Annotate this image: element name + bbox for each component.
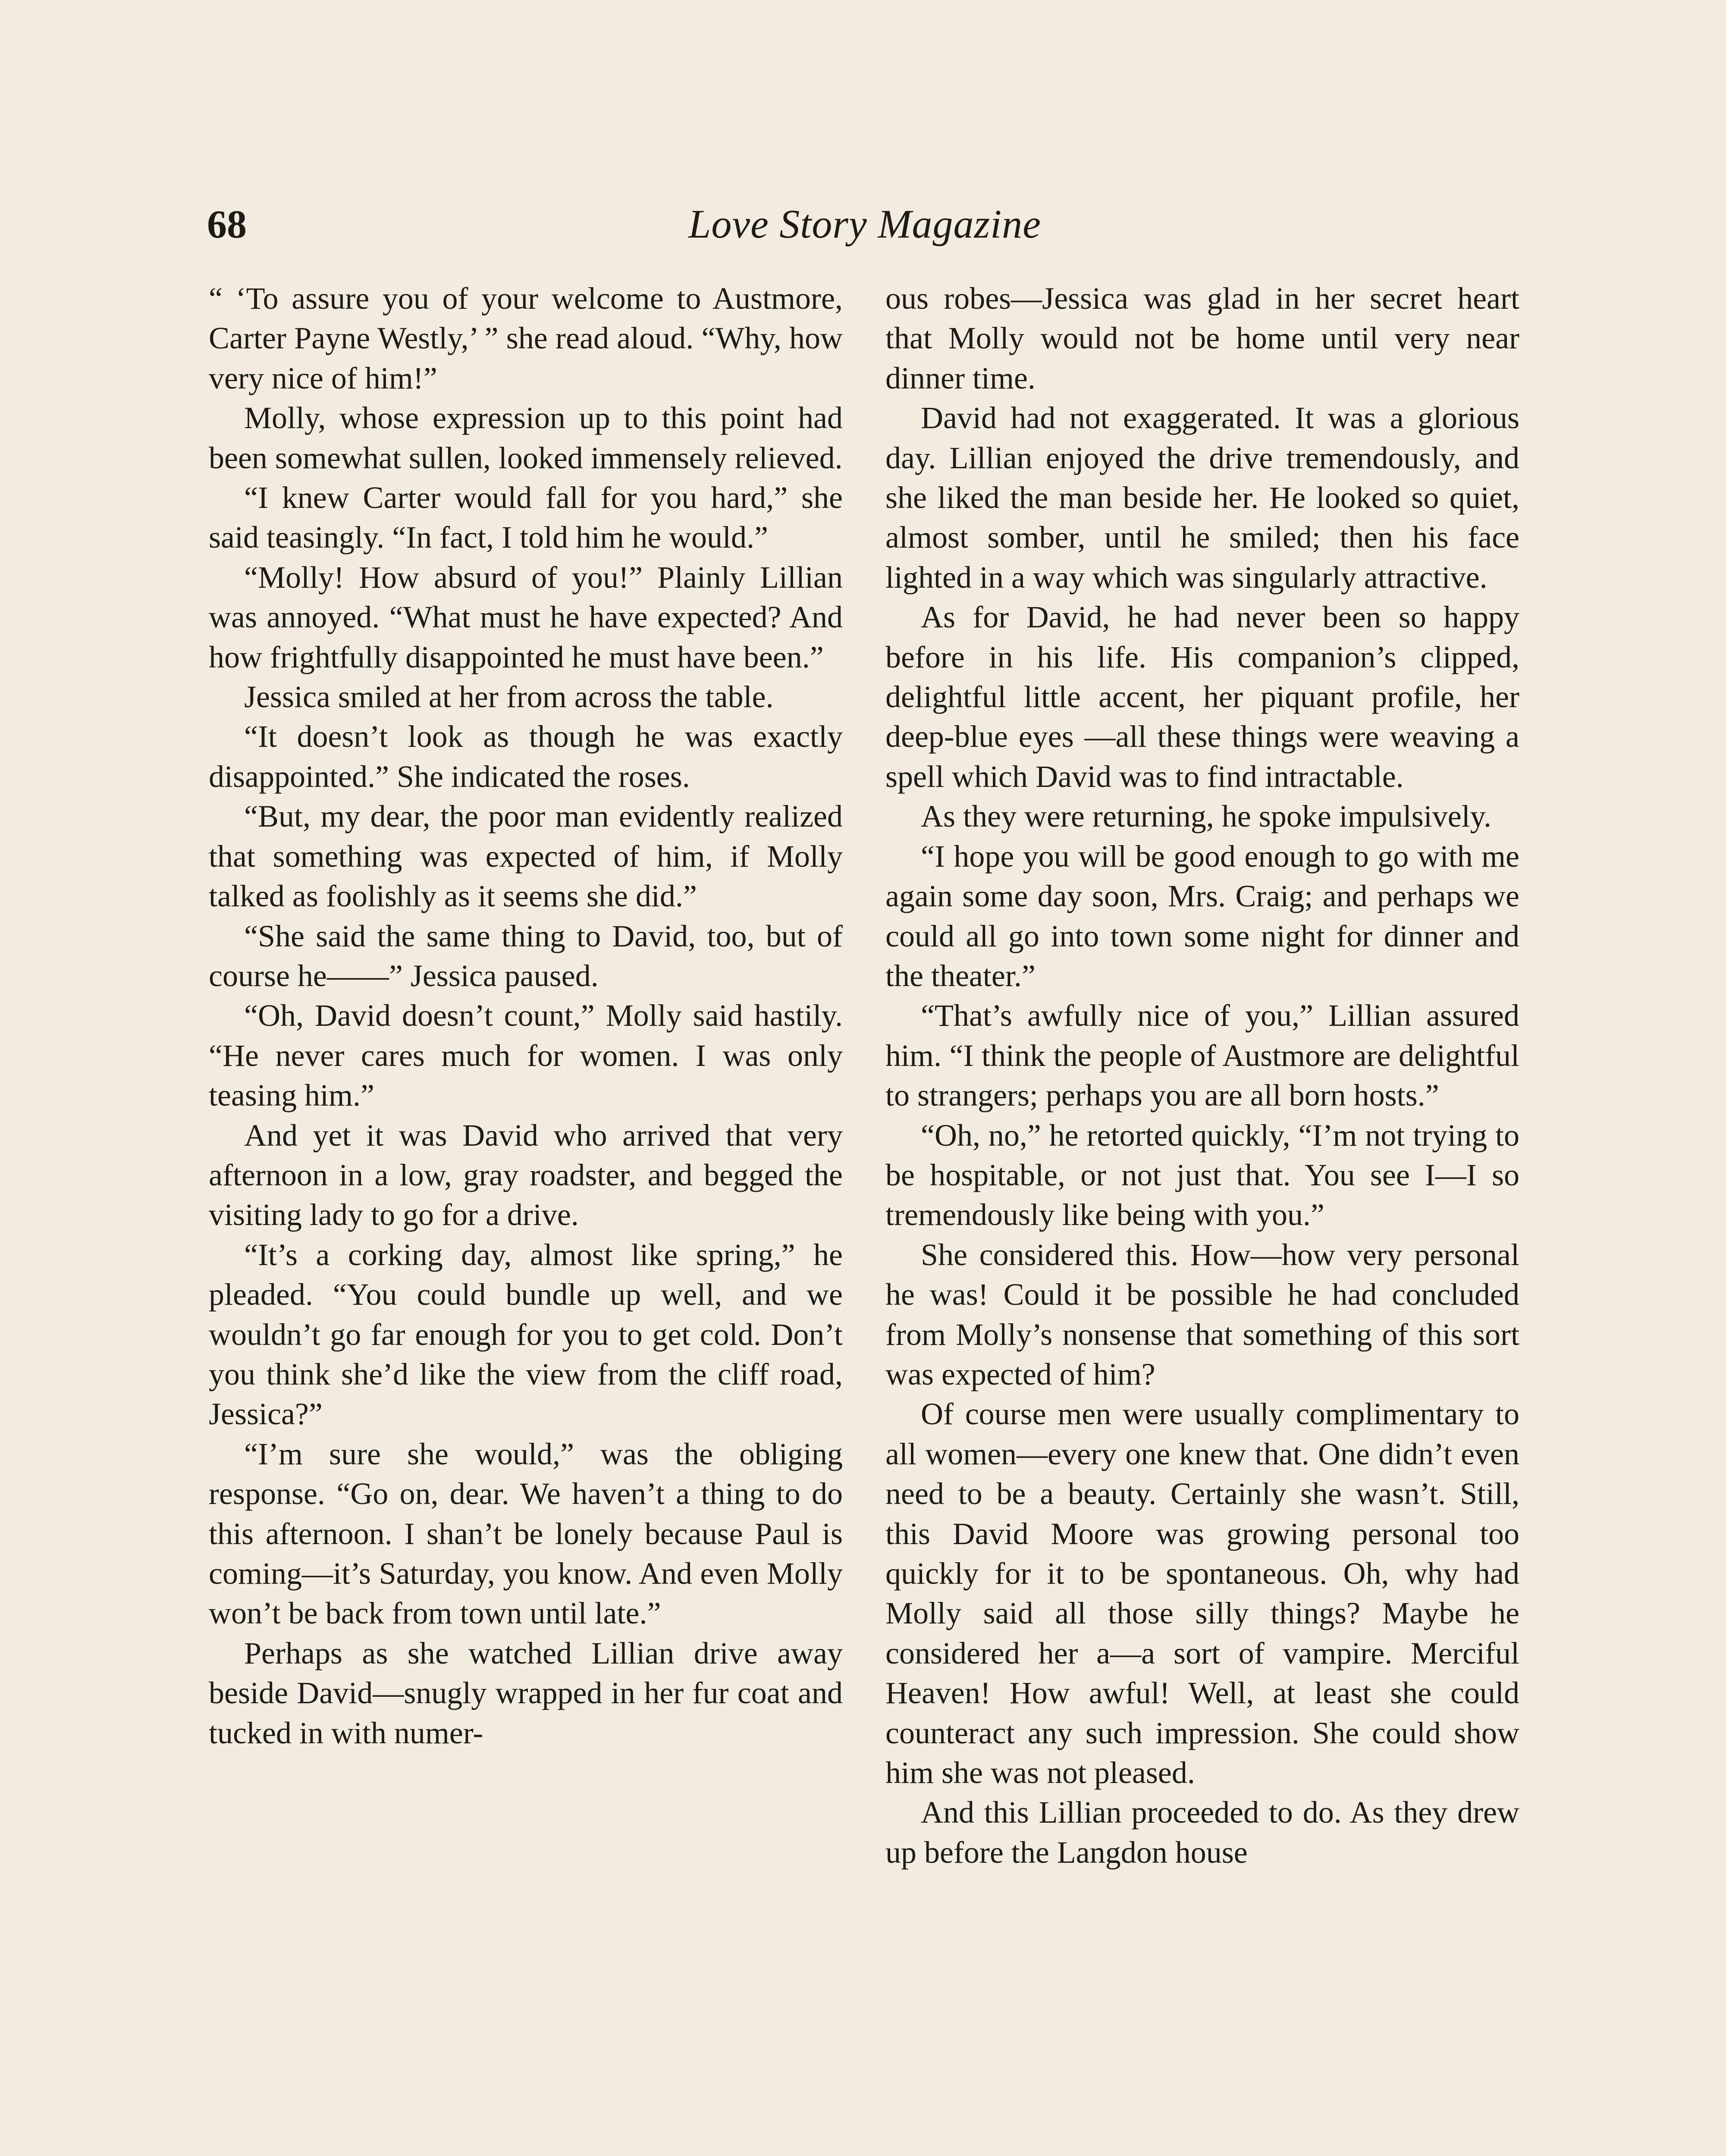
paragraph: David had not exaggerated. It was a glorious day. Lillian enjoyed the drive tremendously, and she liked the man beside her. He looked so quiet, almost somber, until he smiled; then his face lighted in a way which was singularly attractive. [885, 401, 1519, 595]
paragraph: “She said the same thing to David, too, but of course he——” Jessica paused. [209, 918, 843, 993]
paragraph: As they were returning, he spoke impulsively. [921, 799, 1492, 834]
paragraph: “It doesn’t look as though he was exactly disappointed.” She indicated the roses. [209, 719, 843, 794]
page-header [207, 196, 1522, 252]
paragraph: “But, my dear, the poor man evidently realized that something was expected of him, if Molly talked as foolishly as it seems she did.” [209, 799, 843, 914]
running-title: Love Story Magazine [688, 202, 1041, 247]
paragraph: “Molly! How absurd of you!” Plainly Lillian was annoyed. “What must he have expected? And how frightfully disappointed he must have been.” [209, 560, 843, 674]
paragraph: “ ‘To assure you of your welcome to Austmore, Carter Payne Westly,’ ” she read aloud. “Why, how very nice of him!” [209, 281, 843, 395]
paragraph: Molly, whose expression up to this point had been somewhat sullen, looked immensely relieved. [209, 401, 843, 475]
paragraph: “It’s a corking day, almost like spring,” he pleaded. “You could bundle up well, and we wouldn’t go far enough for you to get cold. Don’t you think she’d like the view from the cliff road, Jessica?” [209, 1237, 843, 1432]
left-column [209, 279, 843, 1753]
paragraph: She considered this. How—how very personal he was! Could it be possible he had concluded from Molly’s nonsense that something of this sort was expected of him? [885, 1237, 1519, 1391]
paragraph: “I knew Carter would fall for you hard,” she said teasingly. “In fact, I told him he would.” [209, 480, 843, 555]
paragraph: Jessica smiled at her from across the table. [244, 680, 774, 714]
paragraph: Of course men were usually complimentary to all women—every one knew that. One didn’t even need to be a beauty. Certainly she wasn’t. Still, this David Moore was growing personal too quickly for it to be spontaneous. Oh, why had Molly said all those silly things? Maybe he considered her a—a sort of vampire. Merciful Heaven! How awful! Well, at least she could counteract any such impression. She could show him she was not pleased. [885, 1397, 1519, 1790]
paragraph: ous robes—Jessica was glad in her secret heart that Molly would not be home until very near dinner time. [885, 281, 1519, 395]
paragraph: As for David, he had never been so happy before in his life. His companion’s clipped, delightful little accent, her piquant profile, her deep-blue eyes —all these things were weaving a spell which David was to find intractable. [885, 600, 1519, 794]
paragraph: “That’s awfully nice of you,” Lillian assured him. “I think the people of Austmore are delightful to strangers; perhaps you are all born hosts.” [885, 998, 1519, 1113]
paragraph: And this Lillian proceeded to do. As they drew up before the Langdon house [885, 1795, 1519, 1870]
paragraph: And yet it was David who arrived that very afternoon in a low, gray roadster, and begged the visiting lady to go for a drive. [209, 1118, 843, 1232]
paragraph: “I’m sure she would,” was the obliging response. “Go on, dear. We haven’t a thing to do this afternoon. I shan’t be lonely because Paul is coming—it’s Saturday, you know. And even Molly won’t be back from town until late.” [209, 1436, 843, 1631]
right-column [885, 279, 1519, 1872]
paragraph: “Oh, David doesn’t count,” Molly said hastily. “He never cares much for women. I was only teasing him.” [209, 998, 843, 1113]
page-number: 68 [207, 202, 247, 246]
paragraph: “Oh, no,” he retorted quickly, “I’m not trying to be hospitable, or not just that. You see I—I so tremendously like being with you.” [885, 1118, 1519, 1232]
paragraph: “I hope you will be good enough to go with me again some day soon, Mrs. Craig; and perhaps we could all go into town some night for dinner and the theater.” [885, 839, 1519, 993]
paragraph: Perhaps as she watched Lillian drive away beside David—snugly wrapped in her fur coat and tucked in with numer- [209, 1636, 843, 1750]
